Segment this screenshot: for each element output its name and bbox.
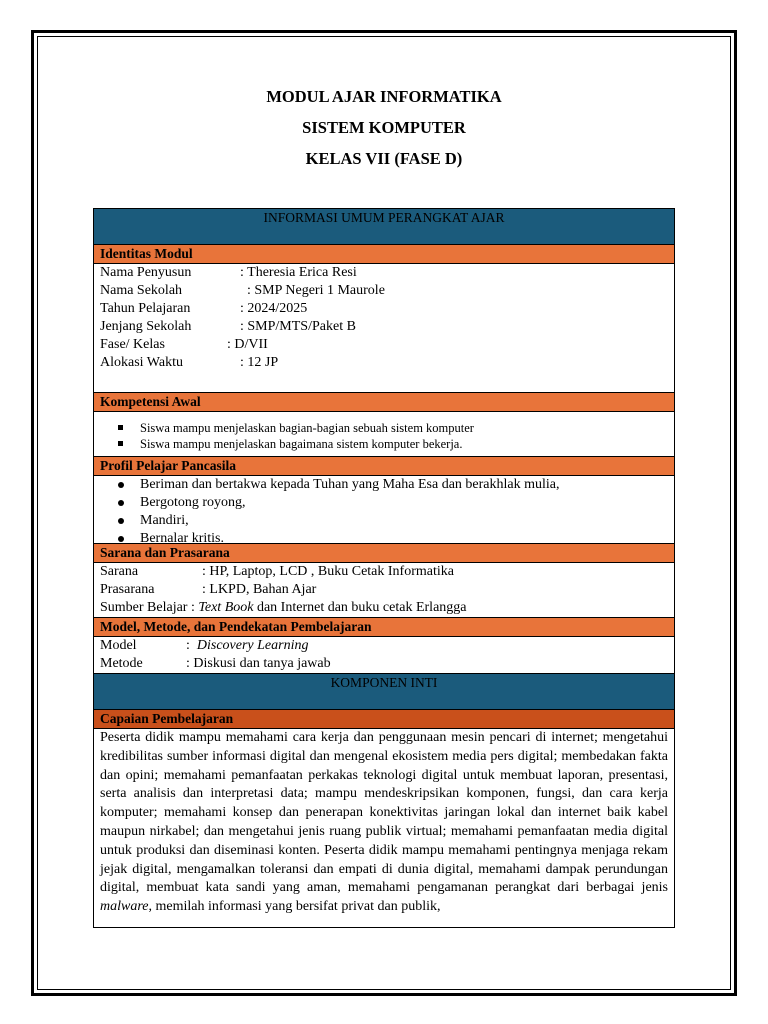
kompetensi-heading: Kompetensi Awal: [94, 393, 674, 412]
identitas-row: [94, 336, 674, 354]
sumber-row: [94, 599, 674, 617]
metode-label: Metode: [100, 656, 143, 671]
identitas-heading: Identitas Modul: [94, 245, 674, 264]
module-table: [93, 208, 675, 928]
title-line-3: KELAS VII (FASE D): [305, 149, 463, 168]
capaian-text-italic: malware: [100, 899, 149, 915]
kompetensi-item: Siswa mampu menjelaskan bagian-bagian sebuah sistem komputer: [140, 420, 674, 436]
title-line-1: MODUL AJAR INFORMATIKA: [266, 87, 502, 106]
identitas-value: : 12 JP: [240, 355, 279, 370]
identitas-label: Jenjang Sekolah: [100, 319, 192, 334]
model-label: Model: [100, 638, 137, 653]
profil-item: Mandiri,: [140, 512, 674, 530]
identitas-value: : 2024/2025: [240, 301, 308, 316]
identitas-row: [94, 300, 674, 318]
capaian-text-before: Peserta didik mampu memahami cara kerja dan penggunaan mesin pencari di internet; mengetahui kredibilitas sumber informasi digital dan mengenal ekosistem media pers digital; membedakan fakta dan opini; memahami pemanfaatan perkakas teknologi digital untuk membuat laporan, presentasi, serta analisis dan interpretasi data; mampu mendeskripsikan komponen, fungsi, dan cara kerja komputer; memahami konsep dan penerapan konektivitas jaringan lokal dan internet baik kabel maupun nirkabel; dan mengetahui jenis ruang publik virtual; memahami pemanfaatan media digital untuk produksi dan diseminasi konten. Peserta didik mampu memahami pentingnya menjaga rekam jejak digital, mengamalkan toleransi dan empati di dunia digital, memahami dampak perundungan digital, membuat kata sandi yang aman, memahami pengamanan perangkat dari berbagai jenis: [100, 730, 668, 896]
sarana-block: [94, 563, 674, 618]
title-line-2: SISTEM KOMPUTER: [302, 118, 466, 137]
identitas-row: [94, 354, 674, 372]
sarana-label: Prasarana: [100, 582, 155, 597]
sumber-rest: dan Internet dan buku cetak Erlangga: [253, 600, 467, 615]
sarana-value: : LKPD, Bahan Ajar: [202, 582, 317, 597]
kompetensi-item: Siswa mampu menjelaskan bagaimana sistem komputer bekerja.: [140, 436, 674, 452]
identitas-row: [94, 264, 674, 282]
model-value: Discovery Learning: [196, 638, 309, 653]
identitas-value: : SMP Negeri 1 Maurole: [247, 283, 385, 298]
profil-item: Beriman dan bertakwa kepada Tuhan yang Maha Esa dan berakhlak mulia,: [140, 476, 674, 494]
identitas-label: Nama Penyusun: [100, 265, 192, 280]
profil-block: [94, 476, 674, 544]
model-heading: Model, Metode, dan Pendekatan Pembelajaran: [94, 618, 674, 637]
capaian-text-after: , memilah informasi yang bersifat privat dan publik,: [148, 899, 441, 915]
identitas-value: : Theresia Erica Resi: [240, 265, 357, 280]
identitas-label: Tahun Pelajaran: [100, 301, 191, 316]
sumber-colon: :: [187, 600, 199, 615]
sarana-heading: Sarana dan Prasarana: [94, 544, 674, 563]
identitas-label: Nama Sekolah: [100, 283, 183, 298]
kompetensi-block: [94, 412, 674, 457]
profil-item: Bergotong royong,: [140, 494, 674, 512]
sarana-row: [94, 581, 674, 599]
metode-value: : Diskusi dan tanya jawab: [186, 656, 331, 671]
info-header: INFORMASI UMUM PERANGKAT AJAR: [94, 209, 674, 245]
sumber-label: Sumber Belajar: [100, 600, 188, 615]
identitas-block: [94, 264, 674, 393]
sumber-italic: Text Book: [198, 600, 254, 615]
identitas-label: Fase/ Kelas: [100, 337, 165, 352]
model-block: [94, 637, 674, 674]
sarana-label: Sarana: [100, 564, 139, 579]
document-title: [0, 86, 768, 179]
metode-row: [94, 655, 674, 673]
model-colon: :: [186, 638, 197, 653]
profil-item: Bernalar kritis.: [140, 530, 674, 548]
identitas-row: [94, 282, 674, 300]
identitas-value: : D/VII: [227, 337, 268, 352]
identitas-row: [94, 318, 674, 336]
capaian-heading: Capaian Pembelajaran: [94, 710, 674, 729]
identitas-label: Alokasi Waktu: [100, 355, 183, 370]
profil-heading: Profil Pelajar Pancasila: [94, 457, 674, 476]
model-row: [94, 637, 674, 655]
sarana-row: [94, 563, 674, 581]
komponen-header: KOMPONEN INTI: [94, 674, 674, 710]
sarana-value: : HP, Laptop, LCD , Buku Cetak Informatika: [202, 564, 454, 579]
identitas-value: : SMP/MTS/Paket B: [240, 319, 356, 334]
capaian-text: [94, 729, 674, 917]
